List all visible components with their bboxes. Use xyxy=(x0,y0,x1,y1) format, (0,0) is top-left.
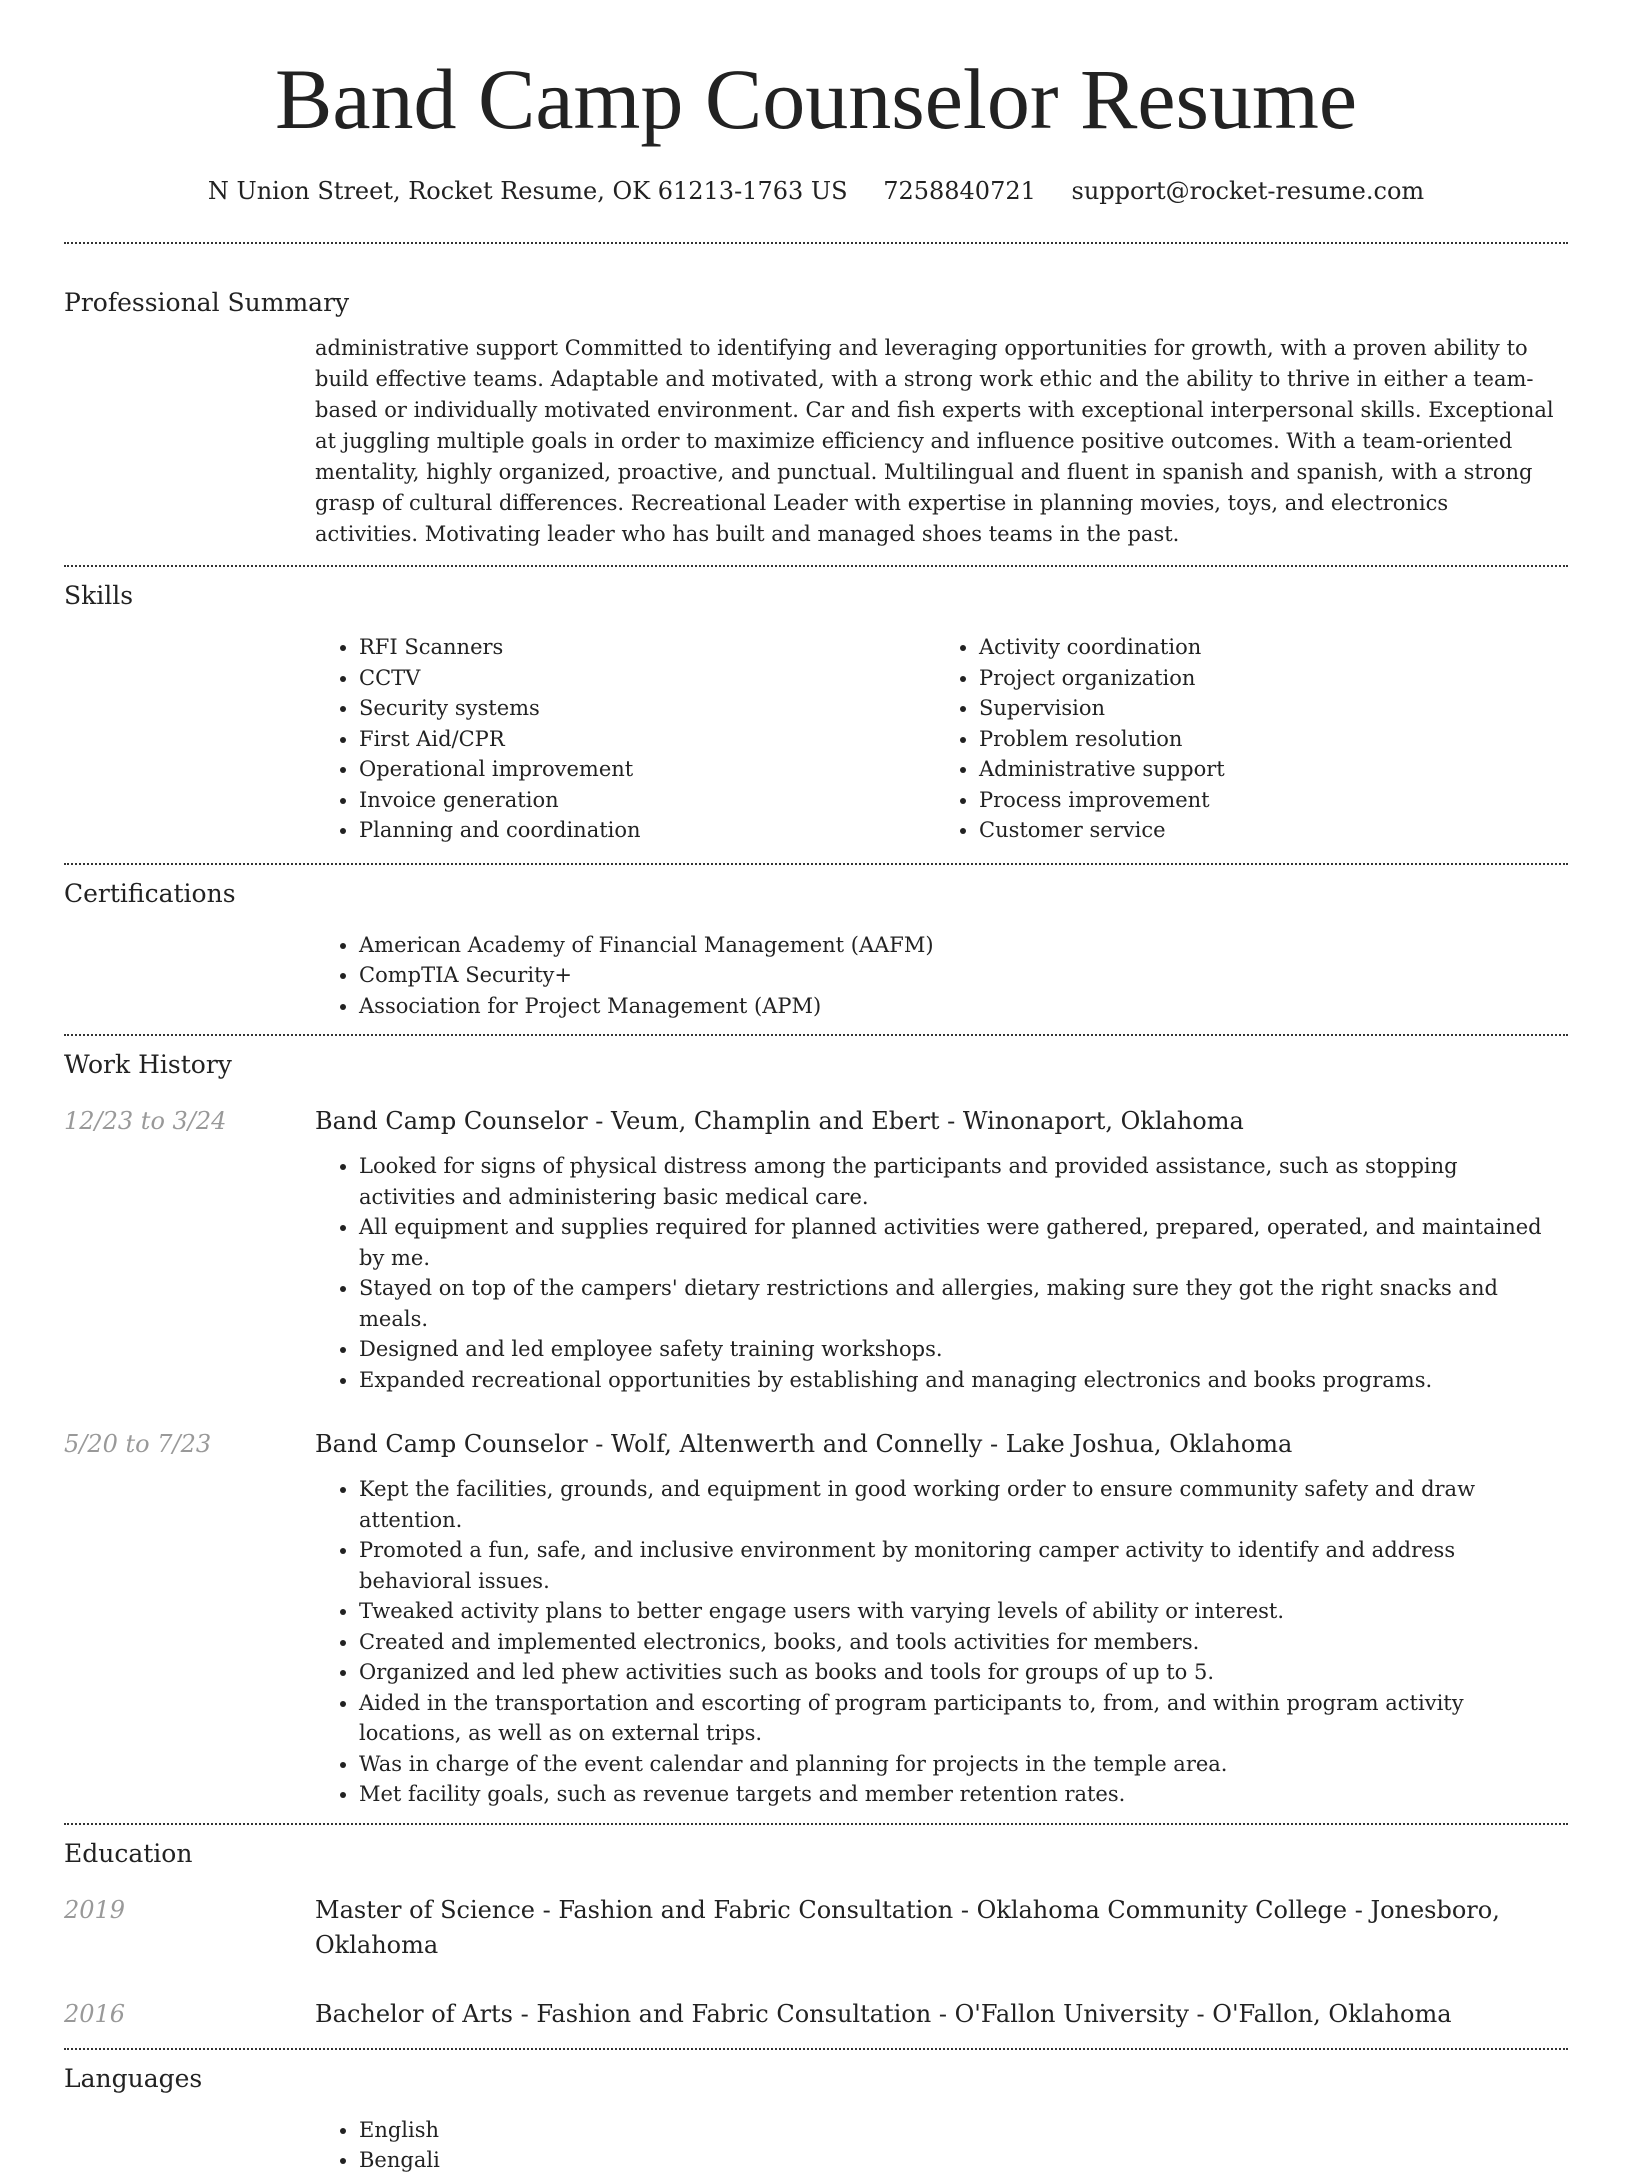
education-degree: Bachelor of Arts - Fashion and Fabric Consultation - O'Fallon University - O'Fallon, Oklahoma xyxy=(315,1999,1452,2028)
contact-phone: 7258840721 xyxy=(883,177,1036,205)
divider xyxy=(64,863,1568,865)
skill-item: • Invoice generation xyxy=(359,785,935,816)
divider xyxy=(64,565,1568,567)
summary-text: administrative support Committed to identifying and leveraging opportunities for growth, with a proven ability to build effective teams. Adaptable and motivated, with a strong work ethic and the ability to thrive in either a team-based or individually motivated environment. Car and fish experts with exceptional interpersonal skills. Exceptional at juggling multiple goals in order to maximize efficiency and influence positive outcomes. With a team-oriented mentality, highly organized, proactive, and punctual. Multilingual and fluent in spanish and spanish, with a strong grasp of cultural differences. Recreational Leader with expertise in planning movies, toys, and electronics activities. Motivating leader who has built and managed shoes teams in the past. xyxy=(315,336,1554,546)
summary-heading: Professional Summary xyxy=(64,288,350,317)
languages-list xyxy=(315,2115,1599,2176)
job-bullet: • Tweaked activity plans to better engage users with varying levels of ability or interest. xyxy=(359,1596,1555,1627)
job-bullet: • Created and implemented electronics, books, and tools activities for members. xyxy=(359,1627,1555,1658)
job-bullet: • Aided in the transportation and escorting of program participants to, from, and within program activity locations, as well as on external trips. xyxy=(359,1688,1555,1749)
skill-item: • Administrative support xyxy=(979,754,1555,785)
divider xyxy=(64,1823,1568,1825)
skill-item: • Customer service xyxy=(979,815,1555,846)
skills-list-right xyxy=(935,632,1555,846)
job-details xyxy=(315,1104,1555,1395)
job-title: Band Camp Counselor - Veum, Champlin and Ebert - Winonaport, Oklahoma xyxy=(315,1107,1244,1135)
job-bullet: • Organized and led phew activities such as books and tools for groups of up to 5. xyxy=(359,1657,1555,1688)
certifications-heading: Certifications xyxy=(64,878,236,908)
job-bullet: • Was in charge of the event calendar and planning for projects in the temple area. xyxy=(359,1749,1555,1780)
certification-item: • Association for Project Management (APM) xyxy=(359,991,1599,1022)
skill-item: • Planning and coordination xyxy=(359,815,935,846)
education-entry xyxy=(64,1893,1568,1963)
skills-list-left xyxy=(315,632,935,846)
divider xyxy=(64,1034,1568,1036)
job-dates: 5/20 to 7/23 xyxy=(64,1430,212,1458)
language-item: • Bengali xyxy=(359,2145,1599,2176)
job-details xyxy=(315,1427,1555,1810)
skill-item: • First Aid/CPR xyxy=(359,724,935,755)
job-bullet: • Designed and led employee safety training workshops. xyxy=(359,1334,1555,1365)
skill-item: • Project organization xyxy=(979,663,1555,694)
contact-address: N Union Street, Rocket Resume, OK 61213-1763 US xyxy=(207,177,848,205)
skill-item: • RFI Scanners xyxy=(359,632,935,663)
job-dates: 12/23 to 3/24 xyxy=(64,1107,227,1135)
job-bullet: • Promoted a fun, safe, and inclusive environment by monitoring camper activity to identify and address behavioral issues. xyxy=(359,1535,1555,1596)
job-bullets xyxy=(315,1151,1555,1395)
education-degree: Master of Science - Fashion and Fabric Consultation - Oklahoma Community College - Jonesboro, Oklahoma xyxy=(315,1895,1500,1959)
contact-line xyxy=(64,176,1568,206)
job-bullet: • Stayed on top of the campers' dietary restrictions and allergies, making sure they got the right snacks and meals. xyxy=(359,1273,1555,1334)
job-bullet: • Met facility goals, such as revenue targets and member retention rates. xyxy=(359,1779,1555,1810)
education-entry xyxy=(64,1997,1568,2032)
job-entry xyxy=(64,1104,1568,1395)
job-bullet: • All equipment and supplies required for planned activities were gathered, prepared, operated, and maintained by me. xyxy=(359,1212,1555,1273)
education-heading: Education xyxy=(64,1838,193,1868)
skill-item: • Process improvement xyxy=(979,785,1555,816)
job-bullet: • Kept the facilities, grounds, and equipment in good working order to ensure community safety and draw attention. xyxy=(359,1474,1555,1535)
certifications-list xyxy=(315,930,1599,1022)
resume-page xyxy=(64,0,1568,2176)
divider xyxy=(64,242,1568,244)
skills-heading: Skills xyxy=(64,581,134,610)
contact-email: support@rocket-resume.com xyxy=(1071,177,1425,205)
job-bullets xyxy=(315,1474,1555,1810)
certification-item: • CompTIA Security+ xyxy=(359,960,1599,991)
job-title: Band Camp Counselor - Wolf, Altenwerth and Connelly - Lake Joshua, Oklahoma xyxy=(315,1430,1293,1458)
education-year: 2016 xyxy=(64,1999,126,2028)
job-bullet: • Looked for signs of physical distress among the participants and provided assistance, such as stopping activities and administering basic medical care. xyxy=(359,1151,1555,1212)
work-heading: Work History xyxy=(64,1050,232,1079)
divider xyxy=(64,2048,1568,2050)
skill-item: • Activity coordination xyxy=(979,632,1555,663)
skill-item: • CCTV xyxy=(359,663,935,694)
skill-item: • Security systems xyxy=(359,693,935,724)
skill-item: • Problem resolution xyxy=(979,724,1555,755)
skills-columns xyxy=(315,632,1555,846)
certification-item: • American Academy of Financial Management (AAFM) xyxy=(359,930,1599,961)
resume-title: Band Camp Counselor Resume xyxy=(274,51,1358,147)
job-entry xyxy=(64,1427,1568,1810)
languages-heading: Languages xyxy=(64,2063,203,2093)
skill-item: • Supervision xyxy=(979,693,1555,724)
education-year: 2019 xyxy=(64,1895,126,1924)
language-item: • English xyxy=(359,2115,1599,2146)
skill-item: • Operational improvement xyxy=(359,754,935,785)
job-bullet: • Expanded recreational opportunities by establishing and managing electronics and books programs. xyxy=(359,1365,1555,1396)
